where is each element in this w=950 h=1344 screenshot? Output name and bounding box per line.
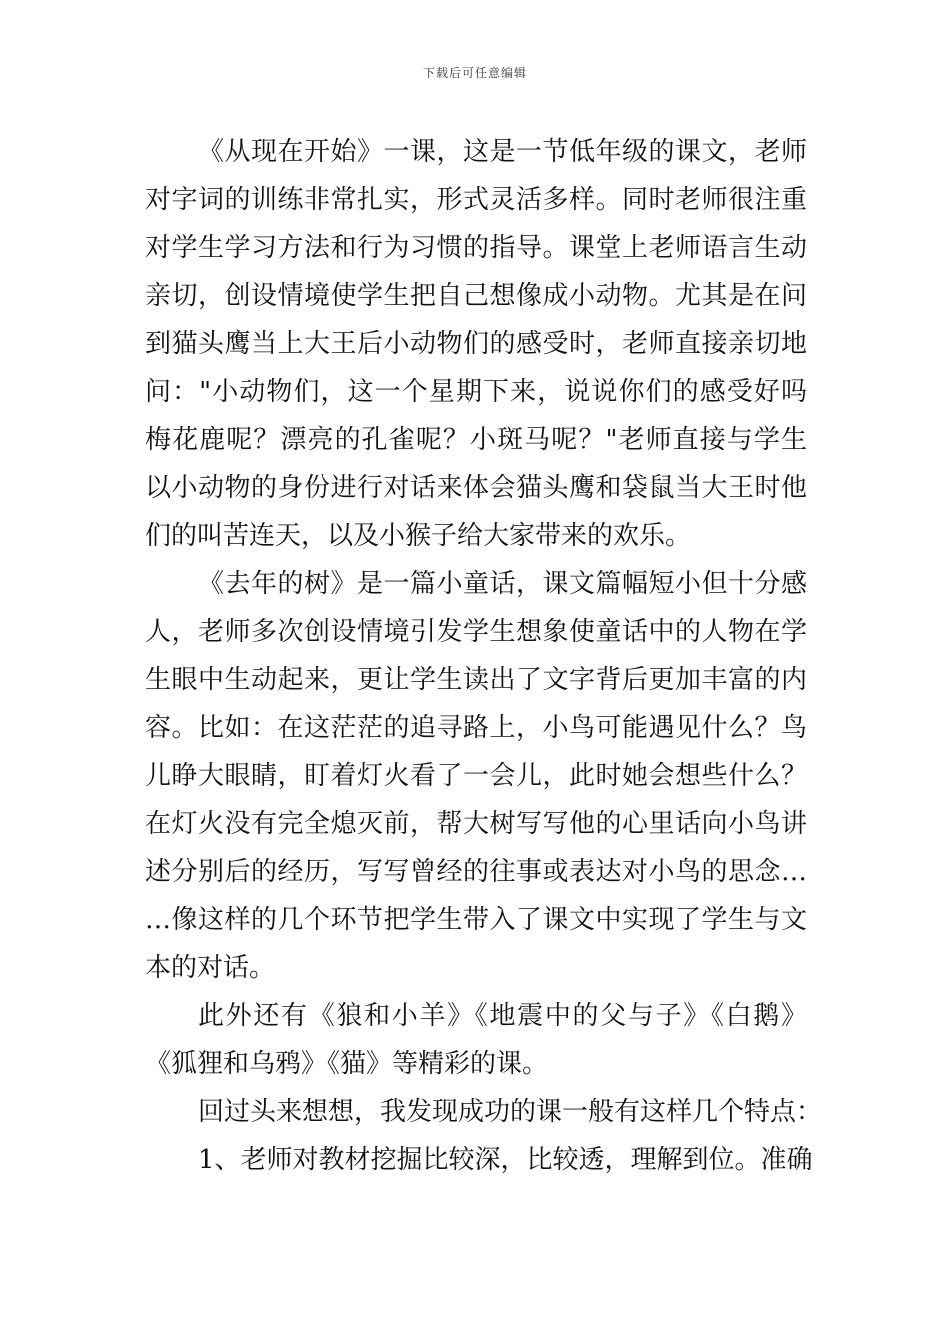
text-line: 们的叫苦连天，以及小猴子给大家带来的欢乐。: [145, 521, 692, 551]
text-line: …像这样的几个环节把学生带入了课文中实现了学生与文: [145, 905, 807, 935]
text-line: 生眼中生动起来，更让学生读出了文字背后更加丰富的内: [145, 665, 807, 695]
text-line: 1、老师对教材挖掘比较深，比较透，理解到位。准确: [198, 1145, 813, 1175]
text-line: 《狐狸和乌鸦》《猫》等精彩的课。: [145, 1049, 549, 1079]
text-line: 人，老师多次创设情境引发学生想象使童话中的人物在学: [145, 617, 807, 647]
text-line: 述分别后的经历，写写曾经的往事或表达对小鸟的思念…: [145, 857, 807, 887]
text-line: 本的对话。: [145, 953, 276, 983]
page-header-note: 下载后可任意编辑: [422, 66, 527, 80]
text-line: 问："小动物们，这一个星期下来，说说你们的感受好吗: [145, 377, 807, 407]
text-line: 容。比如：在这茫茫的追寻路上，小鸟可能遇见什么？鸟: [145, 713, 807, 743]
text-line: 此外还有《狼和小羊》《地震中的父与子》《白鹅》: [198, 1001, 807, 1031]
text-line: 《从现在开始》一课，这是一节低年级的课文，老师: [198, 137, 807, 167]
text-line: 以小动物的身份进行对话来体会猫头鹰和袋鼠当大王时他: [145, 473, 807, 503]
text-line: 在灯火没有完全熄灭前，帮大树写写他的心里话向小鸟讲: [145, 809, 807, 839]
text-line: 回过头来想想，我发现成功的课一般有这样几个特点：: [198, 1097, 823, 1127]
text-line: 对字词的训练非常扎实，形式灵活多样。同时老师很注重: [145, 185, 807, 215]
text-line: 对学生学习方法和行为习惯的指导。课堂上老师语言生动: [145, 233, 807, 263]
text-line: 《去年的树》是一篇小童话，课文篇幅短小但十分感: [198, 569, 807, 599]
text-line: 到猫头鹰当上大王后小动物们的感受时，老师直接亲切地: [145, 329, 807, 359]
text-line: 亲切，创设情境使学生把自己想像成小动物。尤其是在问: [145, 281, 807, 311]
text-line: 儿睁大眼睛，盯着灯火看了一会儿，此时她会想些什么？: [145, 761, 807, 791]
document-body: [145, 128, 823, 1184]
text-line: 梅花鹿呢？漂亮的孔雀呢？小斑马呢？"老师直接与学生: [145, 425, 807, 455]
